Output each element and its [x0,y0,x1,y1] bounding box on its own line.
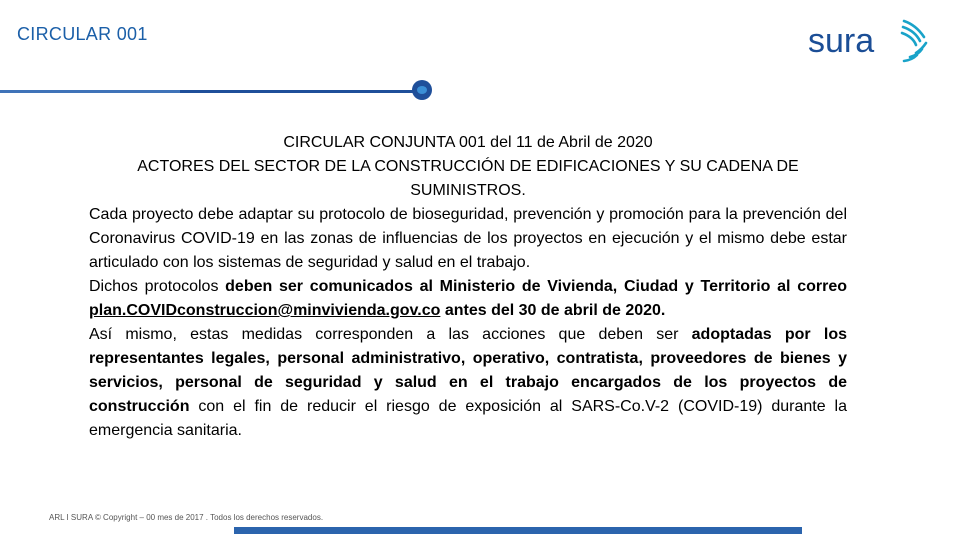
circular-body [89,131,847,443]
sura-logo-wing-icon [902,21,926,61]
para2-deadline: antes del 30 de abril de 2020. [440,302,666,319]
para2-bold: deben ser comunicados al Ministerio de Vivienda, Ciudad y Territorio al correo [225,278,847,295]
header-divider-accent [0,90,180,93]
para3-tail: con el fin de reducir el riesgo de exposición al SARS-Co.V-2 (COVID-19) durante la emergencia sanitaria. [89,398,847,439]
para2-lead: Dichos protocolos [89,278,226,295]
ministry-email-link[interactable]: plan.COVIDconstruccion@minvivienda.gov.co [89,302,441,319]
sura-logo [806,15,931,65]
heading-line-2: ACTORES DEL SECTOR DE LA CONSTRUCCIÓN DE EDIFICACIONES Y SU CADENA DE SUMINISTROS. [137,158,799,199]
circular-heading [89,131,847,203]
heading-line-1: CIRCULAR CONJUNTA 001 del 11 de Abril de 2020 [283,134,653,151]
footer-bar [234,527,802,534]
para3-bold: adoptadas por los representantes legales, personal administrativo, operativo, contratista, proveedores de bienes y servicios, personal de seguridad y salud en el trabajo encargados de los proyectos de construcción [89,326,847,415]
footer-copyright: ARL I SURA © Copyright – 00 mes de 2017 . Todos los derechos reservados. [49,513,324,522]
sura-logo-text: sura [808,22,875,60]
page-header-title: CIRCULAR 001 [17,24,148,44]
paragraph-communication [89,275,847,323]
para3-lead: Así mismo, estas medidas corresponden a las acciones que deben ser [89,326,692,343]
paragraph-measures [89,323,847,443]
paragraph-protocol: Cada proyecto debe adaptar su protocolo de bioseguridad, prevención y promoción para la prevención del Coronavirus COVID-19 en las zonas de influencias de los proyectos en ejecución y el mismo debe estar articulado con los sistemas de seguridad y salud en el trabajo. [89,206,847,271]
header-divider-dot [412,80,432,100]
